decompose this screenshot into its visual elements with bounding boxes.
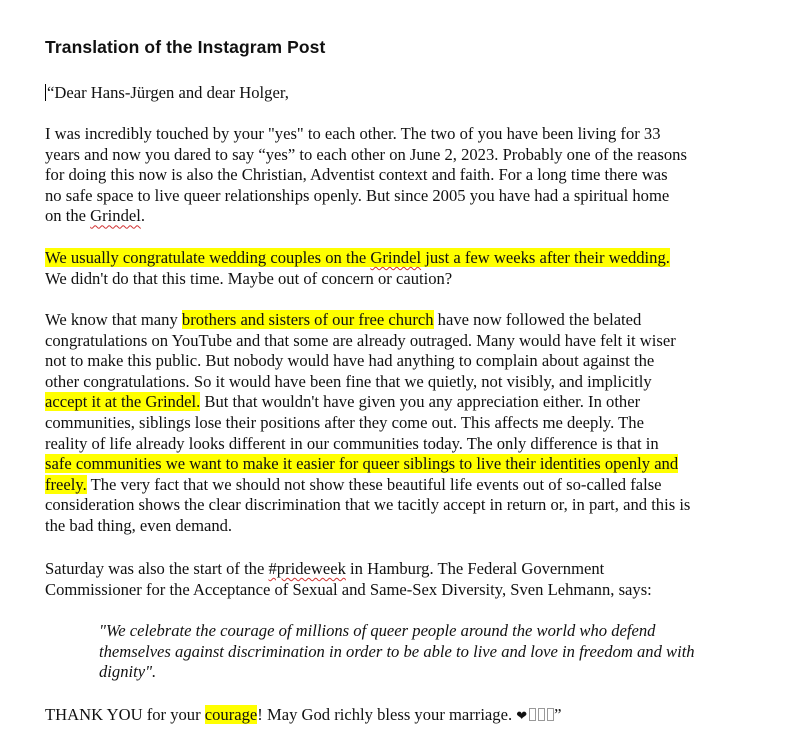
closing-paragraph [45,705,760,728]
document-title: Translation of the Instagram Post [45,37,326,57]
p4-text: Saturday was also the start of the [45,559,269,578]
p4-text: in Hamburg. The Federal Government [345,559,605,578]
block-quote [99,621,769,683]
p2-line-2: We didn't do that this time. Maybe out of concern or caution? [45,268,453,288]
p1-line: for doing this now is also the Christian, Adventist context and faith. For a long time there was [45,165,668,185]
p3-line [45,310,760,331]
spellcheck-word-prideweek[interactable]: #prideweek [268,559,346,578]
quote-line: themselves against discrimination in order to be able to live and love in freedom and with [99,641,695,661]
quote-line: dignity". [99,662,157,682]
highlight-text: freely. [45,474,87,494]
p3-line: consideration shows the clear discrimination that we tacitly accept in return or, in part, and this is [45,495,691,515]
quote-line: "We celebrate the courage of millions of queer people around the world who defend [99,621,656,640]
p3-line: reality of life already looks different in our communities today. The only difference is that in [45,433,659,453]
paragraph-4 [45,559,760,600]
p3-line: not to make this public. But nobody would have had anything to complain about against the [45,351,655,371]
closing-quote-mark: ” [554,705,562,724]
p3-line [45,454,760,475]
salutation-paragraph [45,83,760,104]
highlight-text: courage [204,705,258,724]
p3-line: congratulations on YouTube and that some are already outraged. Many would have felt it wiser [45,330,676,350]
p4-line-2: Commissioner for the Acceptance of Sexual and Same-Sex Diversity, Sven Lehmann, says: [45,579,652,599]
p1-line: years and now you dared to say “yes” to each other on June 2, 2023. Probably one of the reasons [45,144,687,164]
closing-text: ! May God richly bless your marriage. [257,705,517,724]
spellcheck-word-grindel[interactable]: Grindel [90,206,141,226]
p4-line-1 [45,559,760,580]
p3-text: The very fact that we should not show these beautiful life events out of so-called false [86,474,662,494]
p1-text: . [140,206,146,226]
p1-text: on the [45,206,91,226]
p2-line-1 [45,248,760,269]
text-cursor [45,84,46,101]
p3-line [45,475,760,496]
paragraph-2 [45,248,760,289]
p3-text: We know that many [45,310,182,329]
missing-glyph-icon [529,708,536,721]
p3-line: the bad thing, even demand. [45,515,233,535]
p2-text: We usually congratulate wedding couples on the [45,248,371,267]
p3-line: other congratulations. So it would have been fine that we quietly, not visibly, and implicitly [45,371,652,391]
highlight-text: safe communities we want to make it easier for queer siblings to live their identities openly and [45,454,679,474]
missing-glyph-icon [538,708,545,721]
paragraph-1 [45,124,760,227]
p3-line [45,392,760,413]
spellcheck-word-grindel[interactable]: Grindel [370,248,422,267]
p1-line: I was incredibly touched by your "yes" to each other. The two of you have been living for 33 [45,124,661,143]
highlight-text: accept it at the Grindel. [45,392,201,412]
p3-text: have now followed the belated [433,310,642,329]
heart-icon: ❤ [516,709,528,724]
paragraph-3 [45,310,760,537]
p1-line [45,206,760,227]
p3-text: But that wouldn't have given you any appreciation either. In other [200,392,641,412]
highlight-text: brothers and sisters of our free church [181,310,434,329]
salutation-text: “Dear Hans-Jürgen and dear Holger, [47,83,289,102]
p1-line: no safe space to live queer relationships openly. But since 2005 you have had a spiritual home [45,185,670,205]
highlight-text [45,248,670,267]
closing-text: THANK YOU for your [45,705,205,724]
p3-line: communities, siblings lose their positions after they come out. This affects me deeply. The [45,412,644,432]
p2-text: just a few weeks after their wedding. [421,248,670,267]
